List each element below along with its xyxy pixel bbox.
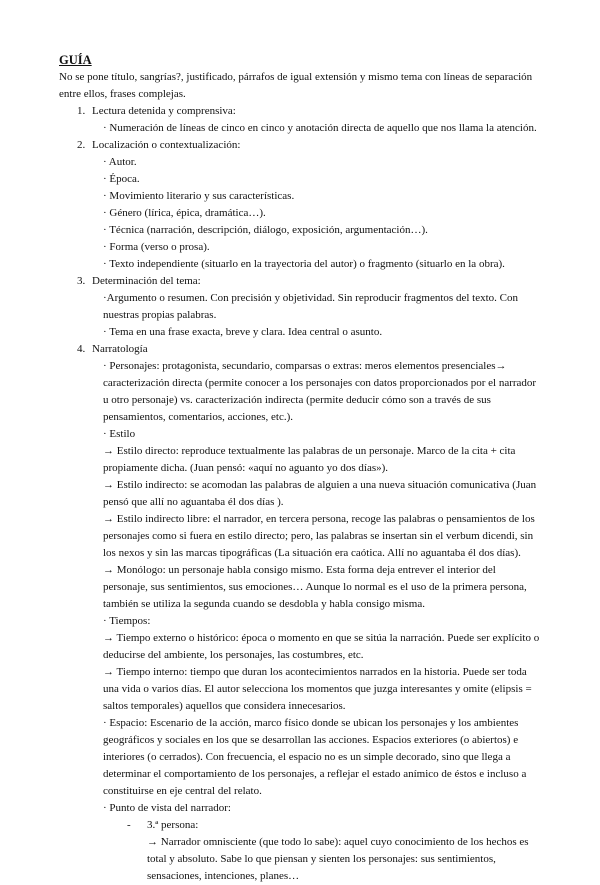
list-item: → Estilo indirecto: se acomodan las palabras de alguien a una nueva situación comunicativa (Juan pensó que allí no aguantaba él dos días ). xyxy=(103,479,537,508)
subsection-heading: - 3.ª persona: xyxy=(127,819,199,831)
list-item: · Forma (verso o prosa). xyxy=(103,241,210,253)
list-item: · Espacio: Escenario de la acción, marco físico donde se ubican los personajes y los ambientes geográficos y sociales en los que se desarrollan las acciones. Espacios exteriores (o abiertos) e interiores (o cerrados). Con frecuencia, el espacio no es un simple decorado, sino que llega a determinar el comportamiento de los personajes, a reflejar el estado anímico de éstos e incluso a constituirse en eje central del relato. xyxy=(103,717,527,797)
document-page xyxy=(59,51,541,885)
list-item: · Época. xyxy=(103,173,140,185)
list-item: · Movimiento literario y sus características. xyxy=(103,190,295,202)
list-item: · Texto independiente (situarlo en la trayectoria del autor) o fragmento (situarlo en la obra). xyxy=(103,258,505,270)
list-item: · Estilo xyxy=(103,428,136,440)
list-item: · Tema en una frase exacta, breve y clara. Idea central o asunto. xyxy=(103,326,383,338)
list-item: · Personajes: protagonista, secundario, comparsas o extras: meros elementos presenciales→ caracterización directa (permite conocer a los personajes con datos proporcionados por el narrador u otro personaje) vs. caracterización indirecta (permite deducir cómo son a través de sus pensamientos, comentarios, acciones, etc.). xyxy=(103,360,537,423)
list-item: → Tiempo externo o histórico: época o momento en que se sitúa la narración. Puede ser explícito o deducirse del ambiente, los personajes, las costumbres, etc. xyxy=(103,632,540,661)
list-item: · Punto de vista del narrador: xyxy=(103,802,231,814)
list-item: · Género (lírica, épica, dramática…). xyxy=(103,207,266,219)
section-1-heading: 1. Lectura detenida y comprensiva: xyxy=(77,105,236,117)
section-4-heading: 4. Narratología xyxy=(77,343,148,355)
list-item: · Técnica (narración, descripción, diálogo, exposición, argumentación…). xyxy=(103,224,428,236)
document-title: GUÍA xyxy=(59,53,92,67)
list-item: · Tiempos: xyxy=(103,615,151,627)
section-2-heading: 2. Localización o contextualización: xyxy=(77,139,241,151)
list-item: → Tiempo interno: tiempo que duran los acontecimientos narrados en la historia. Puede ser toda una vida o varios días. El autor selecciona los momentos que juzga interesantes y omite (elipsis = saltos temporales) aquellos que considera innecesarios. xyxy=(103,666,532,712)
list-item: → Estilo indirecto libre: el narrador, en tercera persona, recoge las palabras o pensamientos de los personajes como si fuera en estilo directo; pero, las palabras se insertan sin el verbum dicendi, sin los nexos y sin las marcas tipográficas (La situación era caótica. Allí no aguantaba él dos días). xyxy=(103,513,535,559)
subsection-text: → Narrador omnisciente (que todo lo sabe): aquel cuyo conocimiento de los hechos es total y absoluto. Sabe lo que piensan y sienten los personajes: sus sentimientos, sensaciones, intenciones, planes… xyxy=(147,836,529,882)
list-item: · Autor. xyxy=(103,156,137,168)
section-3-heading: 3. Determinación del tema: xyxy=(77,275,201,287)
intro-paragraph: No se pone título, sangrías?, justificado, párrafos de igual extensión y mismo tema con líneas de separación entre ellos, frases complejas. xyxy=(59,71,533,100)
list-item: → Estilo directo: reproduce textualmente las palabras de un personaje. Marco de la cita + cita propiamente dicha. (Juan pensó: «aquí no aguanto yo dos días»). xyxy=(103,445,516,474)
list-item: · Numeración de líneas de cinco en cinco y anotación directa de aquello que nos llama la atención. xyxy=(103,122,537,134)
list-item: → Monólogo: un personaje habla consigo mismo. Esta forma deja entrever el interior del personaje, sus sentimientos, sus emociones… Aunque lo normal es el uso de la primera persona, también se utiliza la segunda cuando se desdobla y habla consigo misma. xyxy=(103,564,527,610)
list-item: ·Argumento o resumen. Con precisión y objetividad. Sin reproducir fragmentos del texto. Con nuestras propias palabras. xyxy=(103,292,518,321)
